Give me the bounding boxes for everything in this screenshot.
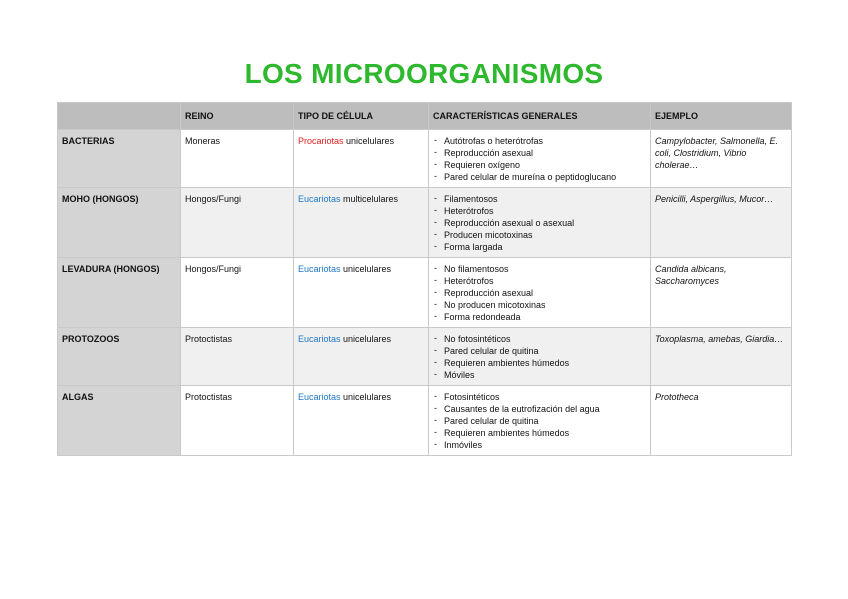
cell-type-rest: unicelulares	[343, 136, 395, 146]
example-cell: Penicilli, Aspergillus, Mucor…	[651, 188, 792, 258]
list-item: - Requieren ambientes húmedos	[433, 357, 646, 369]
example-cell: Prototheca	[651, 386, 792, 456]
list-item: - Reproducción asexual o asexual	[433, 217, 646, 229]
list-item: - Inmóviles	[433, 439, 646, 451]
list-item: - Pared celular de quitina	[433, 345, 646, 357]
table-row	[58, 130, 792, 188]
page-title: LOS MICROORGANISMOS	[244, 58, 604, 89]
example-cell: Campylobacter, Salmonella, E. coli, Clostridium, Vibrio cholerae…	[651, 130, 792, 188]
list-item: - Móviles	[433, 369, 646, 381]
list-item: - No filamentosos	[433, 263, 646, 275]
features-cell	[429, 258, 651, 328]
cell-type-rest: multicelulares	[340, 194, 399, 204]
header-reino: REINO	[181, 103, 294, 130]
cell-type-highlight: Eucariotas	[298, 392, 341, 402]
cell-type-highlight: Procariotas	[298, 136, 344, 146]
cell-type-rest: unicelulares	[340, 334, 392, 344]
features-cell	[429, 386, 651, 456]
table-row	[58, 258, 792, 328]
cell-type-highlight: Eucariotas	[298, 264, 341, 274]
features-list	[433, 391, 646, 451]
cell-type-cell	[294, 188, 429, 258]
features-list	[433, 263, 646, 323]
table-body	[58, 130, 792, 456]
cell-type-highlight: Eucariotas	[298, 194, 341, 204]
table-row	[58, 386, 792, 456]
reino-cell: Moneras	[181, 130, 294, 188]
list-item: - Producen micotoxinas	[433, 229, 646, 241]
cell-type-cell	[294, 328, 429, 386]
list-item: - Causantes de la eutrofización del agua	[433, 403, 646, 415]
reino-cell: Protoctistas	[181, 386, 294, 456]
cell-type-rest: unicelulares	[340, 392, 392, 402]
list-item: - Forma redondeada	[433, 311, 646, 323]
microorganisms-table	[57, 102, 792, 456]
list-item: - No fotosintéticos	[433, 333, 646, 345]
table-header-row	[58, 103, 792, 130]
reino-cell: Hongos/Fungi	[181, 258, 294, 328]
header-cell-type: TIPO DE CÉLULA	[294, 103, 429, 130]
list-item: - Forma largada	[433, 241, 646, 253]
list-item: - Reproducción asexual	[433, 147, 646, 159]
organism-cell: BACTERIAS	[58, 130, 181, 188]
features-cell	[429, 328, 651, 386]
list-item: - Pared celular de mureína o peptidoglucano	[433, 171, 646, 183]
features-list	[433, 135, 646, 183]
list-item: - Filamentosos	[433, 193, 646, 205]
list-item: - Reproducción asexual	[433, 287, 646, 299]
list-item: - Heterótrofos	[433, 275, 646, 287]
header-organism	[58, 103, 181, 130]
cell-type-cell	[294, 386, 429, 456]
organism-cell: LEVADURA (HONGOS)	[58, 258, 181, 328]
features-cell	[429, 188, 651, 258]
header-features: CARACTERÍSTICAS GENERALES	[429, 103, 651, 130]
table-row	[58, 328, 792, 386]
features-list	[433, 333, 646, 381]
cell-type-cell	[294, 130, 429, 188]
organism-cell: ALGAS	[58, 386, 181, 456]
features-cell	[429, 130, 651, 188]
features-list	[433, 193, 646, 253]
organism-cell: PROTOZOOS	[58, 328, 181, 386]
list-item: - Fotosintéticos	[433, 391, 646, 403]
table-row	[58, 188, 792, 258]
cell-type-cell	[294, 258, 429, 328]
example-cell: Toxoplasma, amebas, Giardia…	[651, 328, 792, 386]
list-item: - No producen micotoxinas	[433, 299, 646, 311]
organism-cell: MOHO (HONGOS)	[58, 188, 181, 258]
list-item: - Requieren oxígeno	[433, 159, 646, 171]
cell-type-highlight: Eucariotas	[298, 334, 341, 344]
list-item: - Autótrofas o heterótrofas	[433, 135, 646, 147]
example-cell: Candida albicans, Saccharomyces	[651, 258, 792, 328]
header-example: EJEMPLO	[651, 103, 792, 130]
list-item: - Requieren ambientes húmedos	[433, 427, 646, 439]
list-item: - Pared celular de quitina	[433, 415, 646, 427]
reino-cell: Hongos/Fungi	[181, 188, 294, 258]
list-item: - Heterótrofos	[433, 205, 646, 217]
cell-type-rest: unicelulares	[340, 264, 392, 274]
reino-cell: Protoctistas	[181, 328, 294, 386]
